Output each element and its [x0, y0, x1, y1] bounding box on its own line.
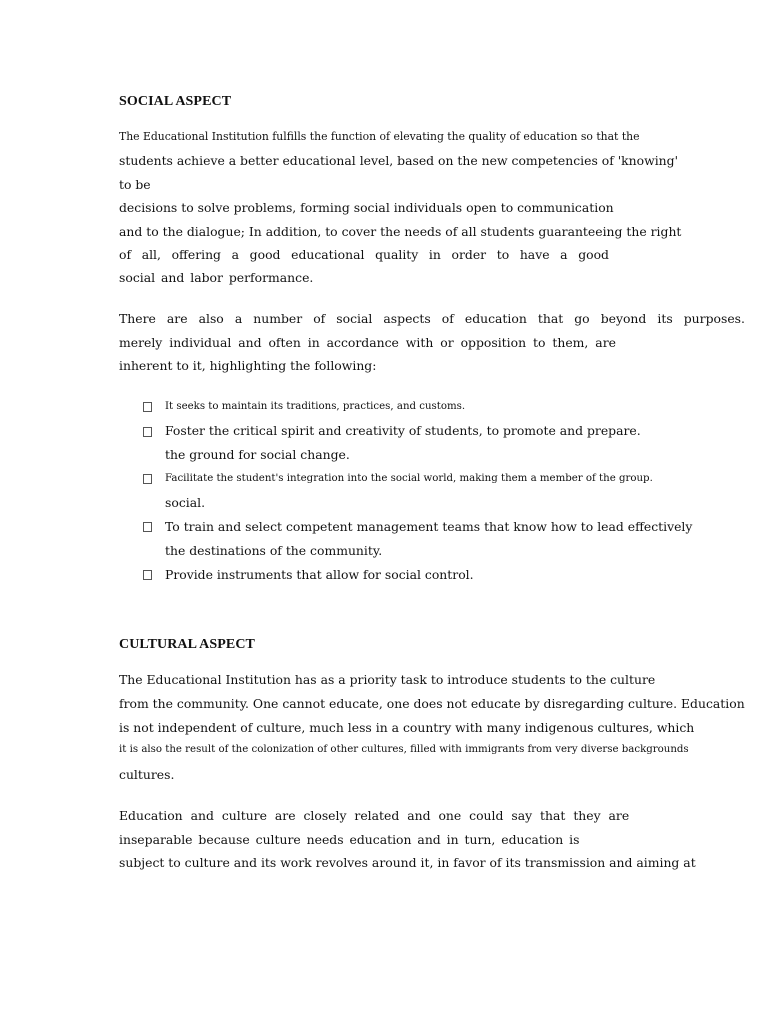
word: are — [166, 311, 188, 326]
bullet-item-3: Facilitate the student's integration into the social world, making them a member of the group. — [165, 473, 653, 484]
word: number — [253, 311, 303, 326]
bullet-square-icon — [143, 474, 152, 484]
social-p1-line-5: and to the dialogue; In addition, to cover the needs of all students guaranteeing the right — [119, 224, 682, 239]
word: all, — [141, 247, 161, 262]
bullet-item-4-continuation: the destinations of the community. — [165, 543, 383, 558]
social-p1-line-2: students achieve a better educational level, based on the new competencies of 'knowing' — [119, 153, 678, 168]
word: that — [537, 311, 564, 326]
word: have — [519, 247, 550, 262]
word: quality — [375, 247, 419, 262]
bullet-item-2: Foster the critical spirit and creativity of students, to promote and prepare. — [165, 423, 641, 438]
cultural-aspect-heading: CULTURAL ASPECT — [119, 637, 255, 652]
bullet-item-2-continuation: the ground for social change. — [165, 447, 350, 462]
social-p1-line-3: to be — [119, 177, 151, 192]
word: its — [657, 311, 673, 326]
word: educational — [291, 247, 365, 262]
social-aspect-heading: SOCIAL ASPECT — [119, 94, 232, 109]
word: go — [574, 311, 590, 326]
word: purposes. — [683, 311, 745, 326]
word: also — [198, 311, 224, 326]
word: in — [428, 247, 441, 262]
cultural-p1-line-2: from the community. One cannot educate, one does not educate by disregarding culture. Education — [119, 696, 745, 711]
cultural-p1-line-5: cultures. — [119, 767, 175, 782]
word: There — [119, 311, 156, 326]
word: beyond — [600, 311, 647, 326]
word: of — [313, 311, 326, 326]
cultural-p2-line-3: subject to culture and its work revolves around it, in favor of its transmission and aiming at — [119, 855, 696, 870]
social-p1-line-1: The Educational Institution fulfills the function of elevating the quality of education so that the — [119, 130, 640, 143]
word: to — [496, 247, 510, 262]
word: education — [464, 311, 527, 326]
bullet-square-icon — [143, 427, 152, 437]
bullet-item-5: Provide instruments that allow for social control. — [165, 567, 474, 582]
bullet-square-icon — [143, 570, 152, 580]
bullet-item-1: It seeks to maintain its traditions, practices, and customs. — [165, 401, 466, 412]
word: offering — [171, 247, 221, 262]
cultural-p2-line-1: Education and culture are closely related and one could say that they are — [119, 808, 630, 823]
word: aspects — [383, 311, 431, 326]
bullet-item-3-continuation: social. — [165, 495, 206, 510]
cultural-p1-line-3: is not independent of culture, much less in a country with many indigenous cultures, which — [119, 720, 695, 735]
social-p2-line-1 — [119, 311, 745, 327]
cultural-p1-line-4: it is also the result of the colonization of other cultures, filled with immigrants from very diverse backgrounds — [119, 744, 689, 755]
word: social — [336, 311, 373, 326]
bullet-square-icon — [143, 522, 152, 532]
cultural-p1-line-1: The Educational Institution has as a priority task to introduce students to the culture — [119, 672, 656, 687]
social-p2-line-3: inherent to it, highlighting the following: — [119, 358, 377, 373]
word: a — [560, 247, 568, 262]
social-p2-line-2: merely individual and often in accordance with or opposition to them, are — [119, 335, 616, 350]
word: of — [119, 247, 132, 262]
word: order — [451, 247, 487, 262]
social-p1-line-4: decisions to solve problems, forming social individuals open to communication — [119, 200, 614, 215]
word: good — [578, 247, 609, 262]
word: a — [234, 311, 243, 326]
bullet-item-4: To train and select competent management teams that know how to lead effectively — [165, 519, 693, 534]
social-p1-line-6 — [119, 247, 609, 263]
bullet-square-icon — [143, 402, 152, 412]
word: a — [231, 247, 240, 262]
cultural-p2-line-2: inseparable because culture needs education and in turn, education is — [119, 832, 580, 847]
word: of — [441, 311, 454, 326]
word: good — [249, 247, 281, 262]
social-p1-line-7: social and labor performance. — [119, 270, 314, 285]
